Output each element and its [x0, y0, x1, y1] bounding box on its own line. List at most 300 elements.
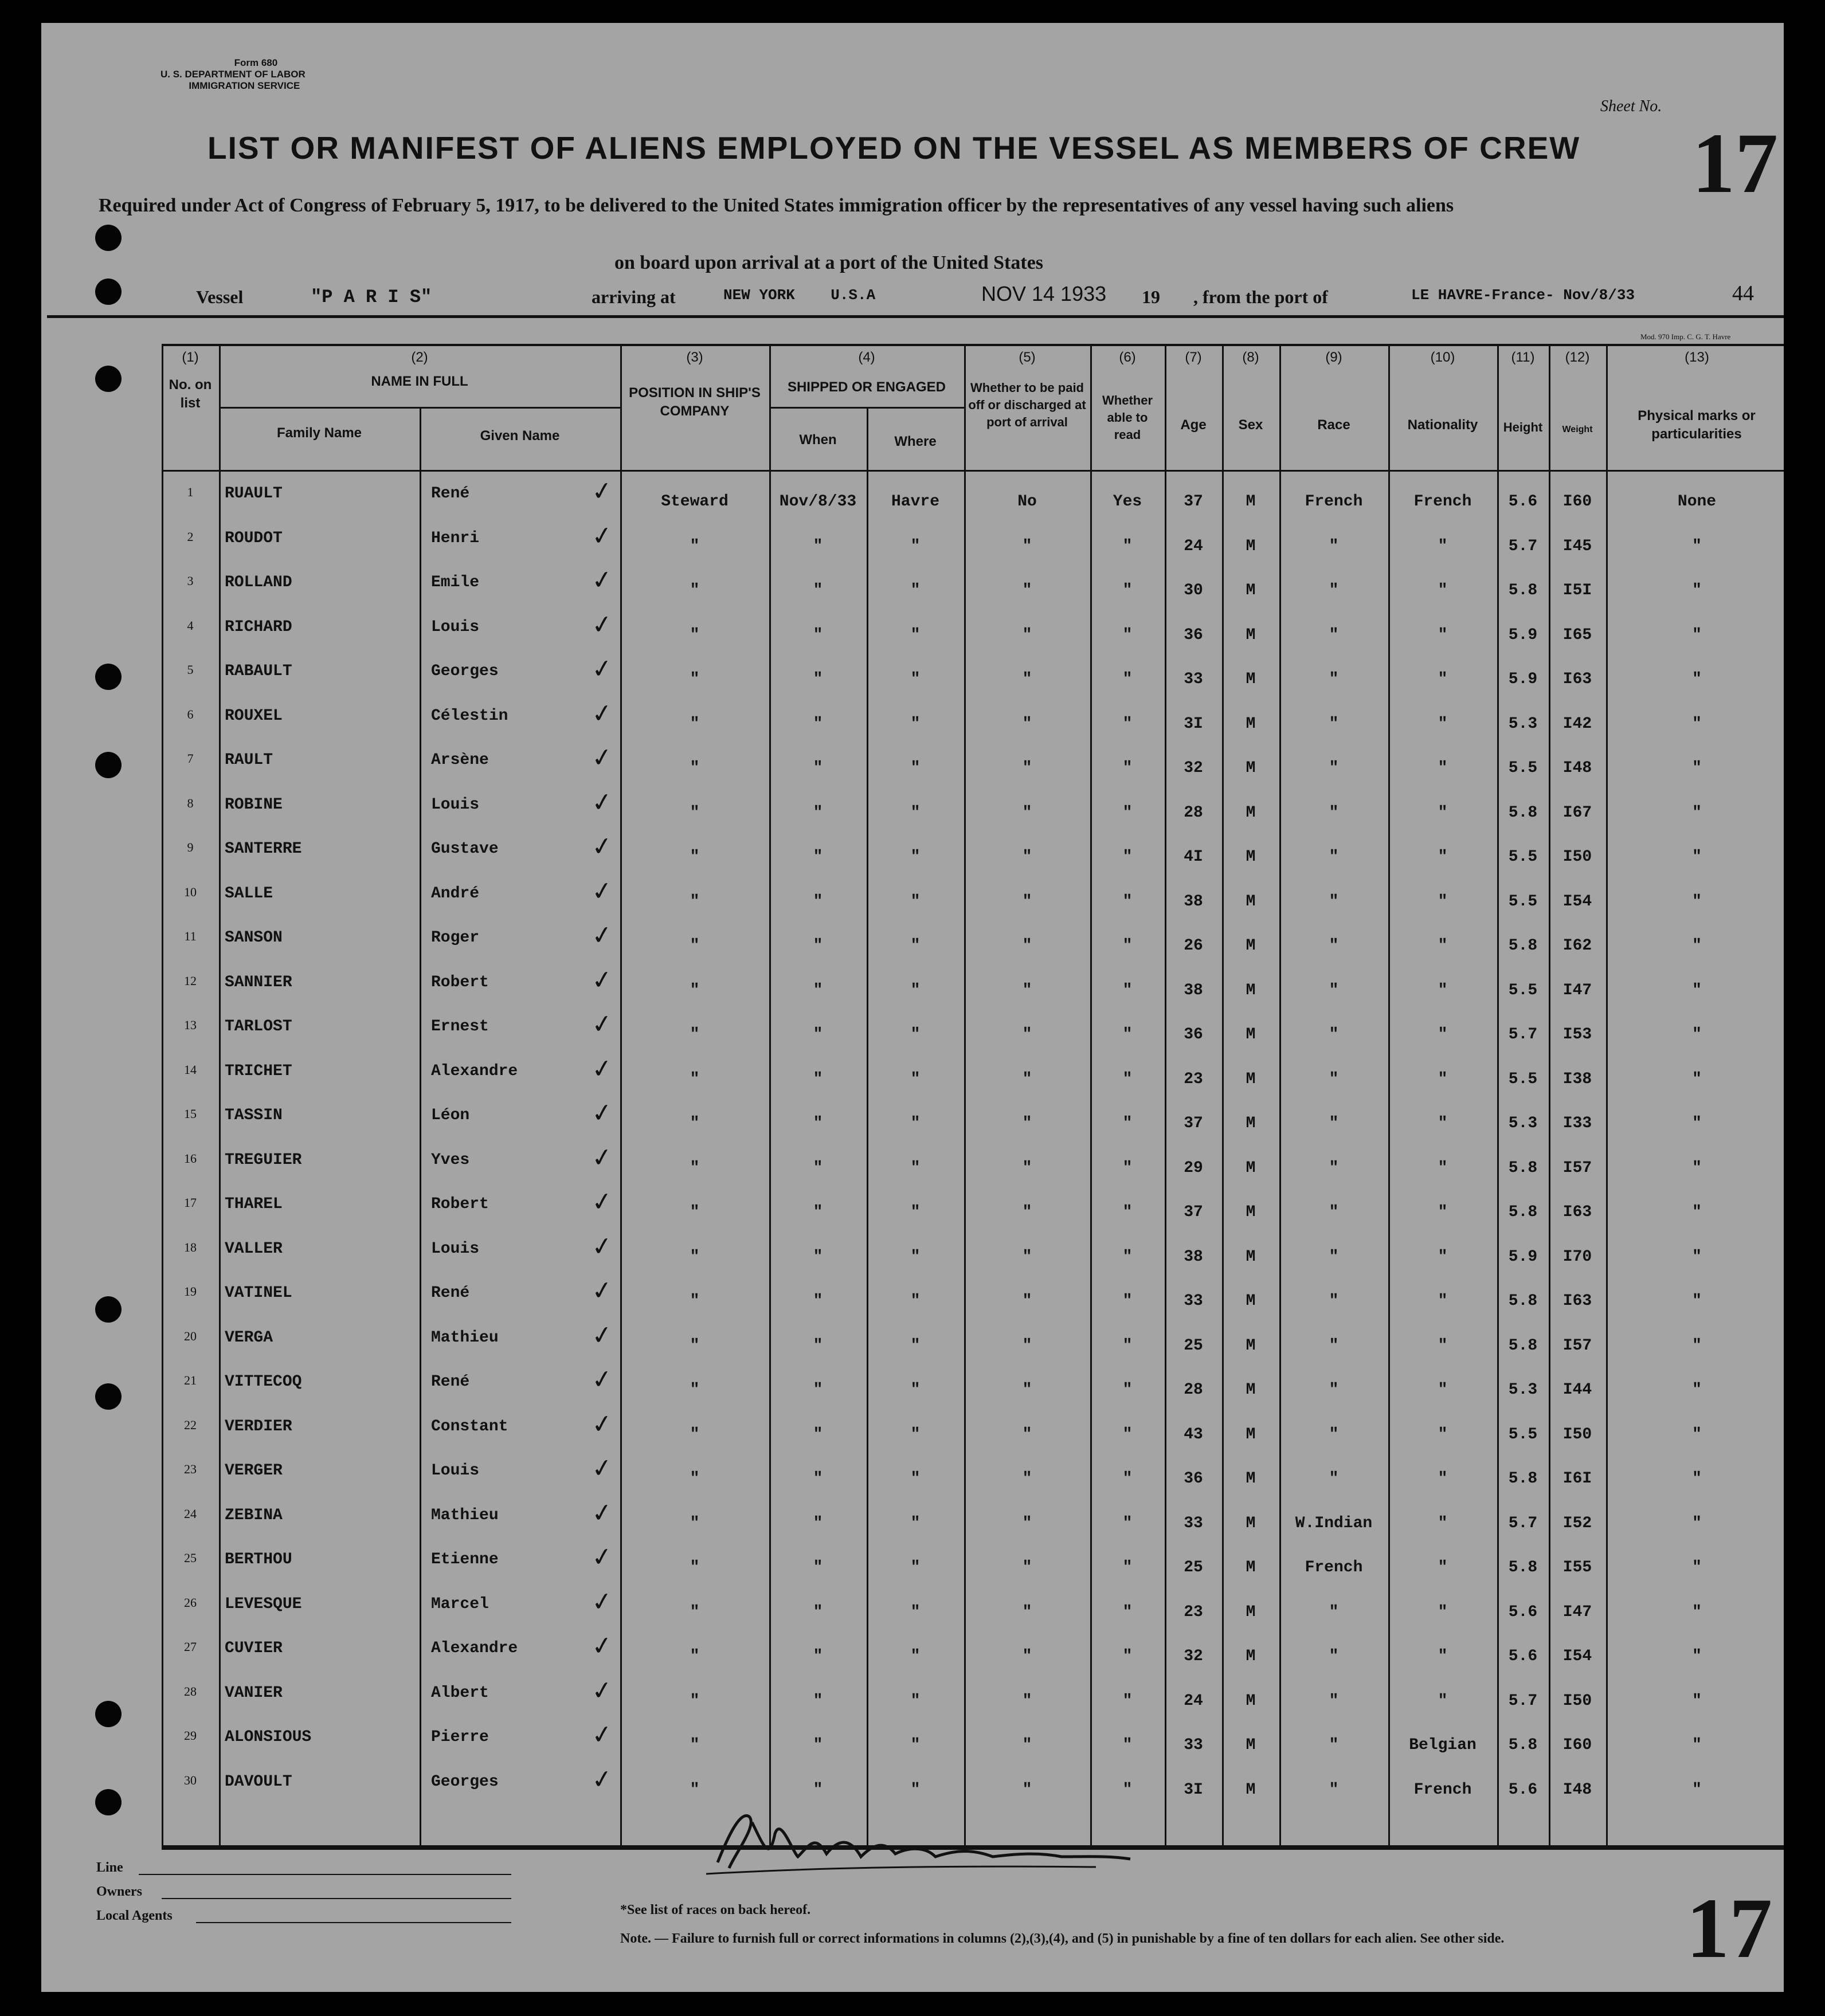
cell-able-read: " — [1122, 1470, 1133, 1488]
cell-weight: I33 — [1562, 1115, 1592, 1132]
cell-able-read: " — [1122, 1336, 1133, 1355]
cell-race: " — [1329, 1292, 1339, 1310]
cell-where: " — [910, 1780, 921, 1799]
cell-when: " — [813, 1248, 823, 1266]
sheet-label: Sheet No. — [1600, 97, 1662, 115]
cell-race: " — [1329, 1381, 1339, 1399]
cell-weight: I50 — [1562, 848, 1592, 866]
cell-age: 33 — [1184, 1292, 1203, 1310]
cell-given-name: René — [431, 1284, 470, 1302]
cell-when: " — [813, 670, 823, 688]
cell-sex: M — [1246, 1026, 1256, 1044]
table-row — [162, 476, 1784, 520]
cell-nationality: " — [1438, 1159, 1448, 1177]
col-head-shipped: SHIPPED OR ENGAGED — [787, 379, 946, 395]
cell-sex: M — [1246, 1648, 1256, 1665]
cell-able-read: " — [1122, 1115, 1133, 1132]
col-num-11: (11) — [1511, 350, 1535, 365]
cell-physical-marks: " — [1692, 1559, 1702, 1576]
cell-no: 18 — [184, 1240, 197, 1254]
cell-weight: I57 — [1562, 1159, 1592, 1177]
cell-physical-marks: " — [1692, 803, 1702, 822]
cell-family-name: VALLER — [225, 1240, 283, 1258]
cell-family-name: THAREL — [225, 1195, 283, 1213]
col-num-9: (9) — [1325, 350, 1342, 365]
cell-nationality: " — [1438, 582, 1448, 599]
subtitle-line-1: Required under Act of Congress of February 5, 1917, to be delivered to the United States immigration officer by the representatives of any vessel having such aliens — [99, 195, 1454, 216]
cell-physical-marks: " — [1692, 892, 1702, 911]
cell-sex: M — [1246, 937, 1256, 955]
cell-when: " — [813, 626, 823, 644]
cell-able-read: " — [1122, 1203, 1133, 1221]
cell-when: " — [813, 1470, 823, 1488]
cell-able-read: " — [1122, 1603, 1133, 1621]
col-head-race: Race — [1317, 417, 1350, 433]
cell-race: " — [1329, 892, 1339, 911]
cell-height: 5.8 — [1508, 1203, 1538, 1221]
cell-physical-marks: " — [1692, 626, 1702, 644]
cell-weight: I44 — [1562, 1381, 1592, 1399]
cell-weight: I48 — [1562, 759, 1592, 777]
col-num-8: (8) — [1242, 350, 1259, 365]
table-row — [162, 1009, 1784, 1053]
punch-hole — [95, 1789, 122, 1815]
cell-height: 5.7 — [1508, 1514, 1538, 1532]
cell-sex: M — [1246, 1603, 1256, 1621]
cell-where: " — [910, 1559, 921, 1576]
punch-hole — [95, 225, 122, 251]
cell-position: Steward — [661, 493, 729, 511]
cell-race: " — [1329, 537, 1339, 555]
cell-given-name: Marcel — [431, 1595, 489, 1613]
cell-race: " — [1329, 1336, 1339, 1355]
col-head-family-name: Family Name — [276, 425, 362, 441]
cell-nationality: " — [1438, 1292, 1448, 1310]
cell-no: 14 — [184, 1062, 197, 1077]
cell-able-read: " — [1122, 937, 1133, 955]
table-row — [162, 1097, 1784, 1142]
cell-age: 37 — [1184, 1115, 1203, 1132]
cell-nationality: Belgian — [1409, 1736, 1477, 1754]
cell-paid-off: " — [1022, 981, 1032, 999]
cell-nationality: " — [1438, 1603, 1448, 1621]
cell-age: 4I — [1184, 848, 1203, 866]
cell-paid-off: " — [1022, 715, 1032, 733]
table-row — [162, 1719, 1784, 1764]
cell-family-name: RICHARD — [225, 618, 292, 636]
cell-sex: M — [1246, 1159, 1256, 1177]
cell-physical-marks: " — [1692, 1070, 1702, 1088]
cell-sex: M — [1246, 1692, 1256, 1710]
cell-nationality: " — [1438, 715, 1448, 733]
table-row — [162, 920, 1784, 964]
punch-hole — [95, 366, 122, 392]
cell-sex: M — [1246, 848, 1256, 866]
cell-family-name: LEVESQUE — [225, 1595, 302, 1613]
punch-hole — [95, 1296, 122, 1323]
table-row — [162, 1630, 1784, 1675]
cell-age: 33 — [1184, 670, 1203, 688]
cell-when: Nov/8/33 — [779, 493, 857, 511]
cell-given-name: Mathieu — [431, 1328, 499, 1347]
table-row — [162, 1053, 1784, 1098]
cell-weight: I67 — [1562, 803, 1592, 822]
cell-position: " — [690, 1336, 700, 1355]
cell-position: " — [690, 1470, 700, 1488]
check-mark-icon: ✓ — [589, 1630, 615, 1662]
col-head-age: Age — [1180, 417, 1207, 433]
check-mark-icon: ✓ — [589, 1230, 615, 1262]
cell-able-read: " — [1122, 1514, 1133, 1532]
crew-table — [162, 344, 1784, 1845]
cell-paid-off: " — [1022, 848, 1032, 866]
col-num-12: (12) — [1565, 350, 1590, 365]
cell-age: 37 — [1184, 1203, 1203, 1221]
cell-race: " — [1329, 715, 1339, 733]
cell-given-name: Georges — [431, 1772, 499, 1791]
cell-race: " — [1329, 1780, 1339, 1799]
cell-nationality: " — [1438, 1692, 1448, 1710]
cell-height: 5.8 — [1508, 1159, 1538, 1177]
table-row — [162, 1364, 1784, 1409]
cell-position: " — [690, 1692, 700, 1710]
cell-nationality: French — [1413, 1780, 1472, 1799]
cell-no: 6 — [187, 707, 194, 721]
cell-sex: M — [1246, 537, 1256, 555]
cell-weight: I47 — [1562, 981, 1592, 999]
owners-label: Owners — [96, 1884, 142, 1899]
cell-when: " — [813, 1514, 823, 1532]
cell-no: 21 — [184, 1373, 197, 1387]
cell-where: " — [910, 537, 921, 555]
cell-physical-marks: " — [1692, 1026, 1702, 1044]
cell-position: " — [690, 1070, 700, 1088]
cell-no: 23 — [184, 1462, 197, 1476]
cell-position: " — [690, 715, 700, 733]
cell-race: " — [1329, 1470, 1339, 1488]
cell-where: " — [910, 1603, 921, 1621]
cell-physical-marks: " — [1692, 981, 1702, 999]
cell-no: 8 — [187, 795, 194, 810]
cell-paid-off: No — [1017, 493, 1037, 511]
cell-no: 15 — [184, 1107, 197, 1121]
cell-paid-off: " — [1022, 1292, 1032, 1310]
local-agents-label: Local Agents — [96, 1908, 173, 1923]
cell-paid-off: " — [1022, 892, 1032, 911]
check-mark-icon: ✓ — [589, 1586, 615, 1618]
cell-paid-off: " — [1022, 803, 1032, 822]
cell-family-name: ZEBINA — [225, 1506, 283, 1524]
check-mark-icon: ✓ — [589, 1497, 615, 1529]
cell-height: 5.7 — [1508, 1026, 1538, 1044]
check-mark-icon: ✓ — [589, 1142, 615, 1174]
cell-paid-off: " — [1022, 1248, 1032, 1266]
cell-no: 2 — [187, 529, 194, 544]
cell-weight: I62 — [1562, 937, 1592, 955]
col-head-physical-marks: Physical marks or particularities — [1638, 408, 1756, 442]
cell-paid-off: " — [1022, 1736, 1032, 1754]
cell-nationality: " — [1438, 1514, 1448, 1532]
cell-when: " — [813, 1425, 823, 1444]
cell-physical-marks: " — [1692, 1115, 1702, 1132]
cell-when: " — [813, 1159, 823, 1177]
check-mark-icon: ✓ — [589, 919, 615, 952]
cell-age: 38 — [1184, 892, 1203, 911]
cell-height: 5.8 — [1508, 937, 1538, 955]
cell-weight: I70 — [1562, 1248, 1592, 1266]
check-mark-icon: ✓ — [589, 964, 615, 996]
cell-race: W.Indian — [1295, 1514, 1373, 1532]
cell-weight: I54 — [1562, 892, 1592, 911]
cell-when: " — [813, 848, 823, 866]
col-head-where: Where — [894, 434, 937, 449]
cell-height: 5.5 — [1508, 1425, 1538, 1444]
cell-sex: M — [1246, 493, 1256, 511]
punch-hole — [95, 279, 122, 305]
cell-no: 1 — [187, 485, 194, 499]
cell-nationality: " — [1438, 1115, 1448, 1132]
cell-where: " — [910, 1736, 921, 1754]
cell-race: " — [1329, 848, 1339, 866]
cell-given-name: Célestin — [431, 707, 508, 725]
cell-position: " — [690, 1559, 700, 1576]
table-row — [162, 698, 1784, 743]
signature — [695, 1799, 1142, 1880]
punch-hole — [95, 752, 122, 778]
cell-age: 33 — [1184, 1514, 1203, 1532]
cell-given-name: André — [431, 884, 480, 903]
cell-race: " — [1329, 803, 1339, 822]
cell-where: " — [910, 1203, 921, 1221]
cell-physical-marks: " — [1692, 1159, 1702, 1177]
cell-physical-marks: " — [1692, 937, 1702, 955]
cell-height: 5.7 — [1508, 537, 1538, 555]
col-head-name-in-full: NAME IN FULL — [371, 374, 468, 389]
cell-able-read: " — [1122, 1026, 1133, 1044]
check-mark-icon: ✓ — [589, 1097, 615, 1129]
col-head-when: When — [799, 432, 837, 448]
cell-paid-off: " — [1022, 1559, 1032, 1576]
cell-able-read: " — [1122, 803, 1133, 822]
cell-nationality: " — [1438, 848, 1448, 866]
cell-age: 43 — [1184, 1425, 1203, 1444]
arrival-date-stamp: NOV 14 1933 — [981, 282, 1107, 305]
cell-position: " — [690, 1381, 700, 1399]
cell-where: " — [910, 582, 921, 599]
cell-height: 5.9 — [1508, 1248, 1538, 1266]
bottom-sheet-number: 17 — [1686, 1881, 1772, 1976]
cell-physical-marks: " — [1692, 715, 1702, 733]
sheet-number: 17 — [1692, 116, 1778, 211]
cell-race: " — [1329, 981, 1339, 999]
cell-able-read: " — [1122, 1070, 1133, 1088]
cell-no: 24 — [184, 1506, 197, 1521]
col-head-weight: Weight — [1562, 425, 1593, 434]
col-head-height: Height — [1503, 420, 1543, 434]
cell-where: " — [910, 937, 921, 955]
cell-able-read: " — [1122, 670, 1133, 688]
cell-physical-marks: " — [1692, 1292, 1702, 1310]
cell-given-name: Emile — [431, 574, 480, 591]
department-name: U. S. DEPARTMENT OF LABOR — [160, 69, 306, 80]
table-row — [162, 1675, 1784, 1720]
cell-given-name: Léon — [431, 1107, 470, 1124]
col-num-7: (7) — [1185, 350, 1202, 365]
cell-family-name: TREGUIER — [225, 1151, 302, 1169]
cell-physical-marks: " — [1692, 1514, 1702, 1532]
cell-age: 26 — [1184, 937, 1203, 955]
cell-able-read: " — [1122, 1159, 1133, 1177]
cell-weight: I50 — [1562, 1425, 1592, 1444]
cell-position: " — [690, 582, 700, 599]
cell-physical-marks: " — [1692, 1336, 1702, 1355]
cell-position: " — [690, 1736, 700, 1754]
cell-paid-off: " — [1022, 1425, 1032, 1444]
cell-no: 25 — [184, 1551, 197, 1565]
cell-height: 5.5 — [1508, 848, 1538, 866]
cell-race: French — [1305, 493, 1363, 511]
cell-family-name: RUAULT — [225, 485, 283, 503]
cell-given-name: René — [431, 1373, 470, 1391]
table-row — [162, 964, 1784, 1009]
cell-age: 32 — [1184, 1648, 1203, 1665]
cell-able-read: " — [1122, 892, 1133, 911]
cell-paid-off: " — [1022, 1381, 1032, 1399]
cell-age: 33 — [1184, 1736, 1203, 1754]
cell-nationality: " — [1438, 1026, 1448, 1044]
line-label: Line — [96, 1860, 123, 1875]
year-prefix: 19 — [1142, 287, 1160, 307]
cell-family-name: ROBINE — [225, 795, 283, 814]
table-row — [162, 1497, 1784, 1542]
col-num-4: (4) — [858, 350, 875, 365]
table-row — [162, 1275, 1784, 1320]
cell-physical-marks: " — [1692, 759, 1702, 777]
cell-given-name: Robert — [431, 973, 489, 991]
cell-able-read: " — [1122, 1381, 1133, 1399]
cell-nationality: " — [1438, 892, 1448, 911]
cell-nationality: " — [1438, 1070, 1448, 1088]
cell-able-read: " — [1122, 582, 1133, 599]
cell-paid-off: " — [1022, 937, 1032, 955]
cell-age: 25 — [1184, 1559, 1203, 1576]
cell-weight: I47 — [1562, 1603, 1592, 1621]
cell-able-read: " — [1122, 1692, 1133, 1710]
check-mark-icon: ✓ — [589, 1541, 615, 1574]
form-header — [160, 57, 306, 92]
cell-no: 28 — [184, 1684, 197, 1699]
races-note: *See list of races on back hereof. — [620, 1903, 811, 1917]
cell-family-name: RABAULT — [225, 662, 292, 680]
arriving-label: arriving at — [592, 287, 676, 307]
cell-height: 5.3 — [1508, 1115, 1538, 1132]
cell-family-name: TARLOST — [225, 1018, 292, 1036]
cell-race: " — [1329, 1070, 1339, 1088]
table-row — [162, 1186, 1784, 1231]
cell-paid-off: " — [1022, 1648, 1032, 1665]
cell-position: " — [690, 537, 700, 555]
cell-nationality: " — [1438, 1470, 1448, 1488]
cell-position: " — [690, 1159, 700, 1177]
cell-weight: I54 — [1562, 1648, 1592, 1665]
cell-paid-off: " — [1022, 1203, 1032, 1221]
table-row — [162, 742, 1784, 787]
cell-position: " — [690, 1780, 700, 1799]
cell-when: " — [813, 803, 823, 822]
cell-where: " — [910, 848, 921, 866]
cell-nationality: " — [1438, 803, 1448, 822]
cell-where: " — [910, 1692, 921, 1710]
cell-when: " — [813, 981, 823, 999]
col-num-2: (2) — [411, 350, 428, 365]
cell-when: " — [813, 759, 823, 777]
check-mark-icon: ✓ — [589, 1363, 615, 1396]
cell-sex: M — [1246, 1203, 1256, 1221]
cell-height: 5.5 — [1508, 892, 1538, 911]
cell-family-name: SALLE — [225, 884, 273, 903]
check-mark-icon: ✓ — [589, 830, 615, 863]
cell-sex: M — [1246, 626, 1256, 644]
cell-given-name: Arsène — [431, 751, 489, 769]
cell-paid-off: " — [1022, 626, 1032, 644]
cell-when: " — [813, 1336, 823, 1355]
cell-age: 38 — [1184, 981, 1203, 999]
cell-when: " — [813, 892, 823, 911]
cell-age: 36 — [1184, 626, 1203, 644]
cell-sex: M — [1246, 1381, 1256, 1399]
from-port-label: , from the port of — [1193, 287, 1328, 307]
cell-position: " — [690, 1248, 700, 1266]
cell-nationality: French — [1413, 493, 1472, 511]
cell-weight: I45 — [1562, 537, 1592, 555]
cell-sex: M — [1246, 670, 1256, 688]
cell-sex: M — [1246, 582, 1256, 599]
cell-age: 38 — [1184, 1248, 1203, 1266]
cell-paid-off: " — [1022, 1470, 1032, 1488]
cell-when: " — [813, 1559, 823, 1576]
cell-when: " — [813, 1648, 823, 1665]
cell-position: " — [690, 1425, 700, 1444]
col-head-nationality: Nationality — [1407, 417, 1478, 433]
cell-weight: I57 — [1562, 1336, 1592, 1355]
table-row — [162, 609, 1784, 654]
cell-able-read: " — [1122, 537, 1133, 555]
cell-age: 23 — [1184, 1070, 1203, 1088]
cell-race: " — [1329, 626, 1339, 644]
manifest-sheet — [41, 23, 1784, 1992]
cell-family-name: TRICHET — [225, 1062, 292, 1080]
cell-family-name: VERDIER — [225, 1417, 292, 1435]
cell-when: " — [813, 1603, 823, 1621]
table-row — [162, 564, 1784, 609]
cell-weight: I50 — [1562, 1692, 1592, 1710]
check-mark-icon: ✓ — [589, 1763, 615, 1795]
cell-where: " — [910, 1292, 921, 1310]
cell-age: 25 — [1184, 1336, 1203, 1355]
cell-given-name: Mathieu — [431, 1506, 499, 1524]
cell-given-name: Robert — [431, 1195, 489, 1213]
cell-age: 28 — [1184, 1381, 1203, 1399]
cell-nationality: " — [1438, 670, 1448, 688]
cell-family-name: VERGA — [225, 1328, 273, 1347]
cell-family-name: CUVIER — [225, 1640, 283, 1657]
cell-nationality: " — [1438, 1425, 1448, 1444]
cell-no: 16 — [184, 1151, 197, 1166]
cell-family-name: VERGER — [225, 1462, 283, 1480]
check-mark-icon: ✓ — [589, 1719, 615, 1751]
cell-physical-marks: " — [1692, 670, 1702, 688]
cell-where: " — [910, 1470, 921, 1488]
